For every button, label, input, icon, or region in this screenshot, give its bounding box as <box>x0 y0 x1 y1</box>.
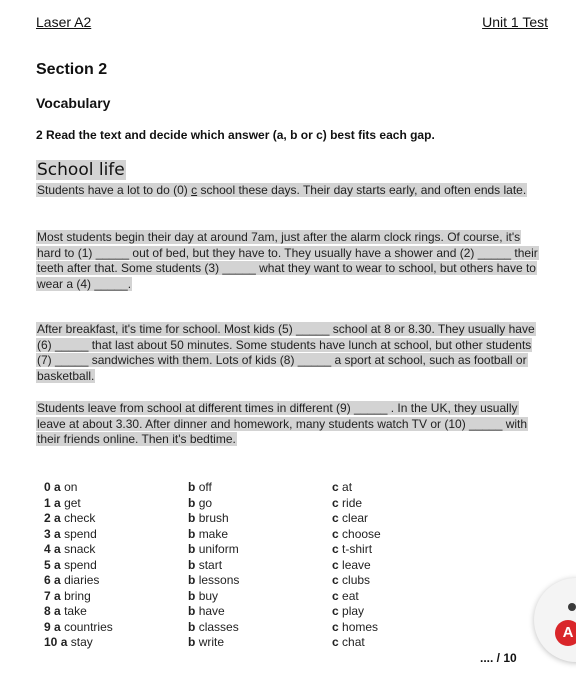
option-b <box>188 542 239 558</box>
option-a <box>44 542 95 558</box>
question-number: 6 <box>44 573 51 587</box>
option-word: homes <box>342 619 379 634</box>
question-number: 8 <box>44 604 51 618</box>
question-number: 2 <box>44 511 51 525</box>
option-letter: b <box>188 495 196 510</box>
option-letter: b <box>188 619 196 634</box>
option-word: stay <box>70 635 93 649</box>
option-letter: c <box>332 619 339 634</box>
question-number: 10 <box>44 635 58 649</box>
option-c <box>332 542 372 558</box>
option-word: spend <box>64 526 97 541</box>
option-word: have <box>198 604 225 618</box>
paragraph-3 <box>36 401 538 448</box>
option-letter: a <box>54 495 61 510</box>
question-number: 9 <box>44 619 51 634</box>
option-a <box>44 480 77 496</box>
score-box: .... / 10 <box>480 651 517 665</box>
option-word: diaries <box>64 573 100 587</box>
question-number: 5 <box>44 557 51 572</box>
option-letter: a <box>54 526 61 541</box>
option-c <box>332 558 371 574</box>
option-b <box>188 496 212 512</box>
option-b <box>188 511 229 527</box>
option-letter: c <box>332 480 339 494</box>
option-letter: c <box>332 542 339 556</box>
option-c <box>332 635 365 651</box>
option-letter: c <box>332 573 339 587</box>
option-b <box>188 558 222 574</box>
section-heading: Section 2 <box>36 61 108 78</box>
reading-title <box>36 160 126 180</box>
paragraph-1 <box>36 230 538 292</box>
option-letter: c <box>332 495 339 510</box>
option-word: off <box>198 480 212 494</box>
option-letter: c <box>332 588 339 603</box>
option-letter: c <box>332 526 339 541</box>
option-c <box>332 604 364 620</box>
example-answer: c <box>191 183 198 197</box>
option-word: check <box>64 511 96 525</box>
letter-a-icon[interactable]: A <box>555 620 576 646</box>
option-letter: a <box>54 573 61 587</box>
option-word: play <box>342 604 365 618</box>
option-letter: a <box>54 604 61 618</box>
option-letter: a <box>54 542 61 556</box>
option-word: write <box>198 635 225 649</box>
option-word: go <box>198 495 213 510</box>
option-word: clubs <box>342 573 371 587</box>
option-a <box>44 573 99 589</box>
subsection-heading: Vocabulary <box>36 95 111 111</box>
option-letter: a <box>54 588 61 603</box>
option-letter: b <box>188 573 196 587</box>
option-word: brush <box>198 511 229 525</box>
option-b <box>188 620 239 636</box>
option-letter: b <box>188 511 196 525</box>
paragraph-3-text: Students leave from school at different times in different (9) _____ . In the UK, they usually leave at about 3.30. After dinner and homework, many students watch TV or (10) _____ with their friends online. Then it's bedtime. <box>37 401 528 446</box>
exercise-instruction: 2 Read the text and decide which answer (a, b or c) best fits each gap. <box>36 128 435 142</box>
option-word: countries <box>64 619 113 634</box>
option-b <box>188 635 224 651</box>
option-a <box>44 511 95 527</box>
option-a <box>44 635 93 651</box>
option-b <box>188 527 228 543</box>
option-letter: a <box>54 511 61 525</box>
option-word: classes <box>198 619 239 634</box>
option-c <box>332 511 368 527</box>
option-letter: c <box>332 604 339 618</box>
option-letter: c <box>332 511 339 525</box>
option-letter: a <box>60 635 68 649</box>
option-letter: b <box>188 604 196 618</box>
option-a <box>44 589 91 605</box>
option-word: chat <box>342 635 365 649</box>
option-letter: c <box>332 635 339 649</box>
question-number: 3 <box>44 526 51 541</box>
dot-icon <box>568 603 576 611</box>
option-a <box>44 620 113 636</box>
option-word: take <box>64 604 87 618</box>
option-word: spend <box>64 557 97 572</box>
option-b <box>188 480 212 496</box>
book-title: Laser A2 <box>36 14 92 30</box>
option-word: ride <box>342 495 363 510</box>
option-a <box>44 527 97 543</box>
option-letter: a <box>54 619 61 634</box>
option-word: on <box>64 480 78 494</box>
option-word: choose <box>342 526 381 541</box>
option-a <box>44 558 97 574</box>
option-letter: a <box>54 480 61 494</box>
test-title: Unit 1 Test <box>482 14 548 30</box>
option-word: snack <box>64 542 96 556</box>
option-letter: a <box>54 557 61 572</box>
paragraph-0 <box>36 183 538 199</box>
option-letter: b <box>188 635 196 649</box>
option-word: bring <box>64 588 91 603</box>
option-word: make <box>198 526 229 541</box>
paragraph-0-start: Students have a lot to do (0) <box>37 183 192 197</box>
option-word: eat <box>342 588 359 603</box>
option-b <box>188 604 225 620</box>
option-a <box>44 496 81 512</box>
option-letter: b <box>188 526 196 541</box>
option-a <box>44 604 87 620</box>
option-letter: b <box>188 557 196 572</box>
option-letter: b <box>188 588 196 603</box>
option-word: leave <box>342 557 371 572</box>
question-number: 0 <box>44 480 51 494</box>
option-b <box>188 589 218 605</box>
option-word: at <box>342 480 353 494</box>
question-number: 1 <box>44 495 51 510</box>
option-word: lessons <box>198 573 240 587</box>
option-word: start <box>198 557 223 572</box>
option-word: t-shirt <box>342 542 373 556</box>
paragraph-0-end: school these days. Their day starts early, and often ends late. <box>197 183 527 197</box>
option-word: uniform <box>198 542 239 556</box>
option-c <box>332 480 352 496</box>
option-word: clear <box>342 511 369 525</box>
question-number: 7 <box>44 588 51 603</box>
paragraph-2 <box>36 322 538 384</box>
option-c <box>332 620 378 636</box>
option-word: buy <box>198 588 219 603</box>
option-b <box>188 573 239 589</box>
option-letter: b <box>188 542 196 556</box>
option-c <box>332 527 381 543</box>
option-letter: b <box>188 480 196 494</box>
option-c <box>332 589 359 605</box>
question-number: 4 <box>44 542 51 556</box>
option-word: get <box>64 495 81 510</box>
option-letter: c <box>332 557 339 572</box>
option-c <box>332 573 370 589</box>
reading-title-text: School life <box>37 160 125 180</box>
option-c <box>332 496 362 512</box>
paragraph-1-text: Most students begin their day at around 7am, just after the alarm clock rings. Of course, it's hard to (1) _____ out of bed, but they have to. They usually have a shower and (2) _____ their teeth after that. Some students (3) _____ what they want to wear to school, but others have to wear a (4) _____. <box>37 230 538 291</box>
paragraph-2-text: After breakfast, it's time for school. Most kids (5) _____ school at 8 or 8.30. They usually have (6) _____ that last about 50 minutes. Some students have lunch at school, but other students (7) _____ sandwiches with them. Lots of kids (8) _____ a sport at school, such as football or basketball. <box>37 322 535 383</box>
